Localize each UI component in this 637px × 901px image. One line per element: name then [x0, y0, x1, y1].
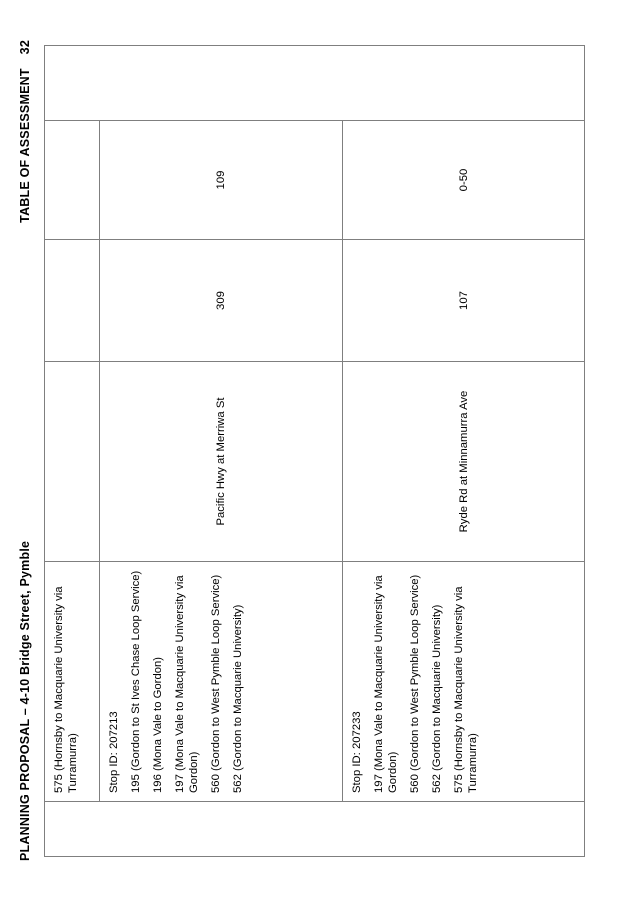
- value-b-cell: 109: [100, 121, 343, 240]
- routes-cell-continuation: [45, 562, 100, 802]
- assessment-table: [44, 45, 585, 857]
- route-line: 560 (Gordon to West Pymble Loop Service): [409, 574, 421, 793]
- value-b-cell-continuation: [45, 121, 100, 240]
- location-cell: Ryde Rd at Minnamurra Ave: [343, 362, 585, 562]
- value-a-cell: 309: [100, 240, 343, 362]
- route-line: 575 (Hornsby to Macquarie University via Turramurra): [453, 586, 479, 793]
- routes-cell: [100, 562, 343, 802]
- location-cell-continuation: [45, 362, 100, 562]
- stop-id: Stop ID: 207233: [351, 711, 363, 793]
- left-spacer-cell: [45, 802, 585, 857]
- route-line: 197 (Mona Vale to Macquarie University via Gordon): [373, 575, 399, 793]
- section-header: [18, 40, 32, 223]
- value-b-cell: 0-50: [343, 121, 585, 240]
- document-title: PLANNING PROPOSAL – 4-10 Bridge Street, Pymble: [18, 540, 32, 861]
- table-row: [343, 46, 585, 857]
- routes-cell: [343, 562, 585, 802]
- value-a-cell: 107: [343, 240, 585, 362]
- table-row: [100, 46, 343, 857]
- right-spacer-cell: [45, 46, 585, 121]
- route-line: 562 (Gordon to Macquarie University): [431, 604, 443, 793]
- stop-id: Stop ID: 207213: [108, 711, 120, 793]
- route-line: 197 (Mona Vale to Macquarie University via Gordon): [174, 575, 200, 793]
- value-a-cell-continuation: [45, 240, 100, 362]
- route-line: 575 (Hornsby to Macquarie University via Turramurra): [53, 586, 79, 793]
- route-line: 195 (Gordon to St Ives Chase Loop Service): [130, 570, 142, 793]
- page-number: 32: [18, 40, 32, 55]
- route-line: 562 (Gordon to Macquarie University): [232, 604, 244, 793]
- route-line: 196 (Mona Vale to Gordon): [152, 656, 164, 793]
- table-row-continuation: [45, 46, 100, 857]
- route-line: 560 (Gordon to West Pymble Loop Service): [210, 574, 222, 793]
- location-cell: Pacific Hwy at Merriwa St: [100, 362, 343, 562]
- section-title: TABLE OF ASSESSMENT: [18, 68, 32, 223]
